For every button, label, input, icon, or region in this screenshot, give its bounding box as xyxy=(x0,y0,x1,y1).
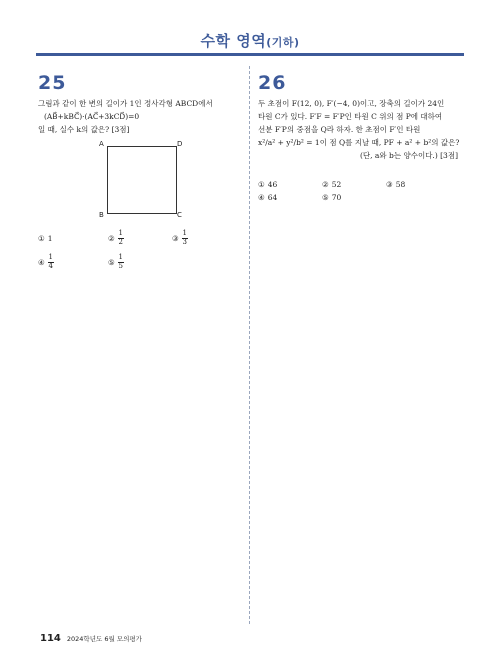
choice-2[interactable] xyxy=(322,180,341,189)
page-number: 114 xyxy=(40,633,61,644)
choice-4[interactable] xyxy=(258,193,277,202)
question-equation: x²/a² + y²/b² = 1이 점 Q를 지날 때, PF + a² + b²의 값은? xyxy=(258,138,460,147)
choice-2[interactable] xyxy=(108,230,124,246)
choice-3[interactable] xyxy=(172,230,188,246)
numerator: 1 xyxy=(182,229,187,237)
question-text xyxy=(258,97,458,162)
choice-value: 70 xyxy=(331,193,342,202)
vertex-label-a: A xyxy=(99,140,104,148)
denominator: 4 xyxy=(48,262,53,270)
choice-mark: ④ xyxy=(38,257,45,267)
footer-text: 2024학년도 6월 모의평가 xyxy=(66,635,142,643)
vertex-label-b: B xyxy=(99,211,104,219)
section-title-text: 수학 영역 xyxy=(200,32,267,50)
choice-mark: ⑤ xyxy=(108,257,115,267)
choice-value: 46 xyxy=(267,180,278,189)
choice-1[interactable] xyxy=(38,234,53,243)
question-line: 그림과 같이 한 변의 길이가 1인 정사각형 ABCD에서 xyxy=(38,99,213,108)
section-title xyxy=(0,30,500,51)
choice-fraction xyxy=(48,254,54,270)
choice-mark: ② xyxy=(108,233,115,243)
choice-mark: ③ xyxy=(172,233,179,243)
choice-fraction xyxy=(118,230,124,246)
question-line: 일 때, 실수 k의 값은? [3점] xyxy=(38,125,130,134)
choice-fraction xyxy=(118,254,124,270)
question-text xyxy=(38,97,246,136)
numerator: 1 xyxy=(48,253,53,261)
header-divider xyxy=(36,53,464,56)
column-divider xyxy=(249,66,250,624)
question-equation: (AB⃗+kBC⃗)·(AC⃗+3kCD⃗)=0 xyxy=(44,112,140,121)
choice-mark: ① xyxy=(38,234,45,243)
vertex-label-c: C xyxy=(177,211,182,219)
vertex-label-d: D xyxy=(177,140,183,148)
choice-mark: ③ xyxy=(386,180,393,189)
choice-mark: ④ xyxy=(258,193,265,202)
question-line: 두 초점이 F(12, 0), F′(−4, 0)이고, 장축의 길이가 24인 xyxy=(258,99,445,108)
question-number: 26 xyxy=(258,72,287,94)
denominator: 3 xyxy=(182,238,187,246)
question-number: 25 xyxy=(38,72,67,94)
choice-mark: ① xyxy=(258,180,265,189)
square-abcd xyxy=(107,146,177,214)
section-subtitle: (기하) xyxy=(266,36,300,49)
choice-4[interactable] xyxy=(38,254,54,270)
page-footer xyxy=(40,633,142,644)
choice-5[interactable] xyxy=(322,193,341,202)
question-line: 선분 F′P의 중점을 Q라 하자. 한 초점이 F′인 타원 xyxy=(258,125,421,134)
question-line: 타원 C가 있다. F′F = F′P인 타원 C 위의 점 P에 대하여 xyxy=(258,112,443,121)
choice-value: 52 xyxy=(331,180,342,189)
numerator: 1 xyxy=(118,229,123,237)
choice-value: 1 xyxy=(47,234,53,243)
choice-value: 58 xyxy=(395,180,406,189)
choice-1[interactable] xyxy=(258,180,277,189)
choice-mark: ② xyxy=(322,180,329,189)
numerator: 1 xyxy=(118,253,123,261)
choice-fraction xyxy=(182,230,188,246)
choice-value: 64 xyxy=(267,193,278,202)
choice-3[interactable] xyxy=(386,180,405,189)
choice-mark: ⑤ xyxy=(322,193,329,202)
denominator: 2 xyxy=(118,238,123,246)
denominator: 5 xyxy=(118,262,123,270)
choice-5[interactable] xyxy=(108,254,124,270)
question-condition: (단, a와 b는 양수이다.) [3점] xyxy=(359,151,458,160)
